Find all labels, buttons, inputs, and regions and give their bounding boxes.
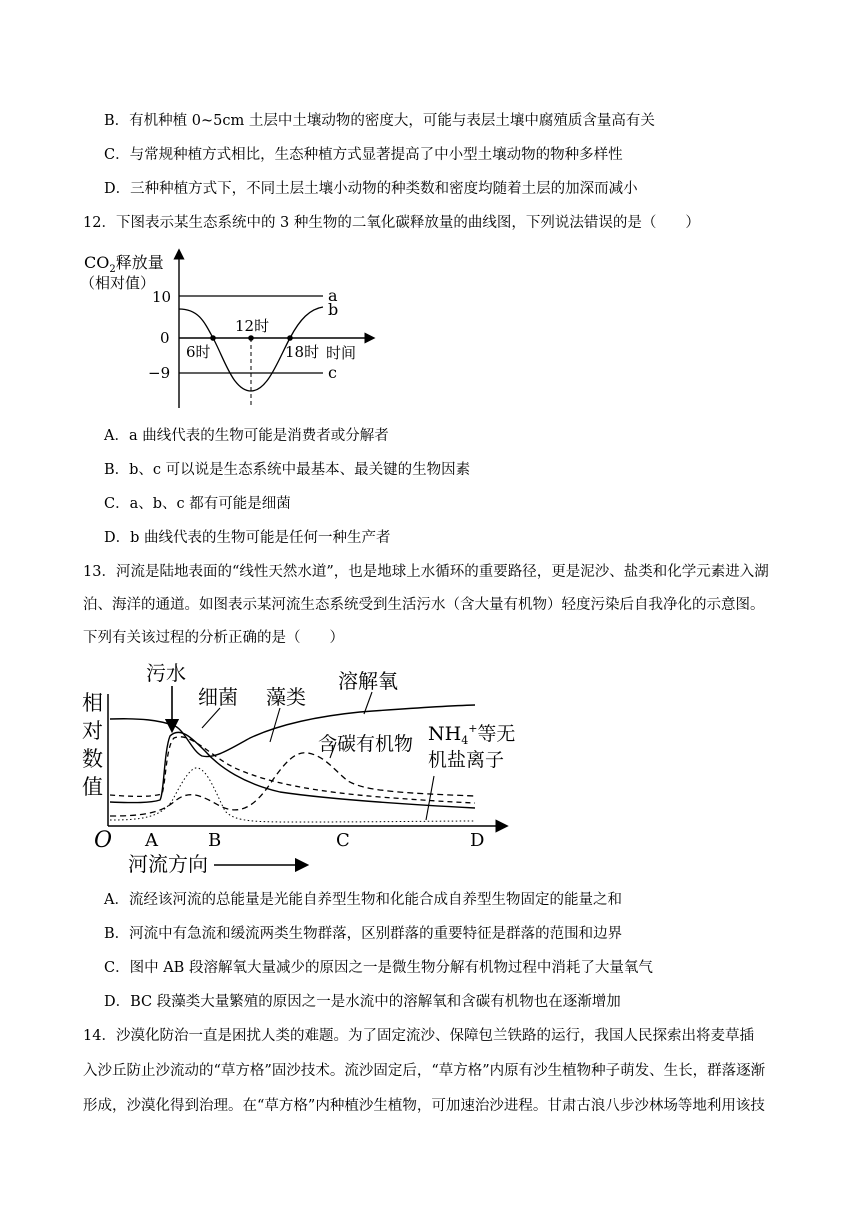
q13-pointer-nh4 — [426, 776, 434, 820]
q12-label-12h: 12时 — [235, 317, 270, 335]
q12-tick-neg9: −9 — [148, 364, 171, 382]
q13-xlabel: 河流方向 — [128, 852, 208, 876]
q12-co2-figure — [80, 246, 380, 416]
q13-option-c: C．图中 AB 段溶解氧大量减少的原因之一是微生物分解有机物过程中消耗了大量氧气 — [104, 960, 653, 976]
q12-label-b: b — [328, 300, 339, 319]
q12-tick-0: 0 — [160, 329, 170, 347]
q13-origin: O — [94, 828, 113, 853]
q13-option-d: D．BC 段藻类大量繁殖的原因之一是水流中的溶解氧和含碳有机物也在逐渐增加 — [104, 994, 621, 1010]
q13-river-figure — [80, 656, 516, 876]
q13-curve-bacteria — [110, 732, 475, 808]
q13-label-salt-ions: 机盐离子 — [428, 749, 505, 771]
q13-curve-nh4 — [110, 768, 475, 822]
q13-pointer-algae — [270, 708, 280, 742]
q13-option-b: B．河流中有急流和缓流两类生物群落，区别群落的重要特征是群落的范围和边界 — [104, 926, 623, 942]
q12-label-a: a — [328, 286, 338, 305]
q12-label-18h: 18时 — [285, 343, 320, 361]
q13-ylabel-1: 相 — [82, 691, 103, 715]
q11-option-c: C．与常规种植方式相比，生态种植方式显著提高了中小型土壤动物的物种多样性 — [104, 147, 623, 163]
q14-line2: 入沙丘防止沙流动的“草方格”固沙技术。流沙固定后，“草方格”内原有沙生植物种子萌发、生长，群落逐渐 — [83, 1063, 766, 1079]
q13-label-nh4: $NH_4^+$等无 — [428, 722, 516, 747]
q13-option-a: A．流经该河流的总能量是光能自养型生物和化能合成自养型生物固定的能量之和 — [104, 892, 622, 908]
q13-ylabel-2: 对 — [82, 719, 103, 743]
q12-ylabel2: （相对值） — [80, 274, 156, 292]
q12-option-d: D．b 曲线代表的生物可能是任何一种生产者 — [104, 530, 391, 546]
q12-option-c: C．a、b、c 都有可能是细菌 — [104, 496, 291, 512]
q13-label-algae: 藻类 — [266, 685, 306, 709]
q12-stem: 12．下图表示某生态系统中的 3 种生物的二氧化碳释放量的曲线图，下列说法错误的是（ ） — [83, 215, 700, 231]
q12-point-18 — [287, 335, 293, 341]
q13-label-oxygen: 溶解氧 — [338, 669, 398, 693]
q13-mark-a: A — [145, 830, 158, 851]
q13-stem-line2: 泊、海洋的通道。如图表示某河流生态系统受到生活污水（含大量有机物）轻度污染后自我净化的示意图。 — [83, 597, 765, 613]
q12-label-6h: 6时 — [186, 343, 211, 361]
q13-curve-oxygen — [110, 705, 475, 757]
q12-point-6 — [210, 335, 216, 341]
q12-point-12 — [248, 335, 254, 341]
q13-mark-b: B — [208, 830, 222, 851]
q13-stem-line3: 下列有关该过程的分析正确的是（ ） — [83, 630, 344, 646]
q13-label-sewage: 污水 — [146, 661, 186, 685]
q12-option-a: A．a 曲线代表的生物可能是消费者或分解者 — [104, 428, 389, 444]
q13-label-organic: 含碳有机物 — [318, 733, 414, 755]
q13-mark-c: C — [336, 830, 350, 851]
q11-option-b: B．有机种植 0~5cm 土层中土壤动物的密度大，可能与表层土壤中腐殖质含量高有关 — [104, 113, 655, 129]
q12-ylabel: $CO_2$释放量 — [84, 253, 164, 275]
q13-ylabel-4: 值 — [82, 775, 103, 799]
q13-label-bacteria: 细菌 — [198, 685, 238, 709]
q14-line1: 14．沙漠化防治一直是困扰人类的难题。为了固定流沙、保障包兰铁路的运行，我国人民探索出将麦草插 — [83, 1028, 754, 1044]
q11-option-d: D．三种种植方式下，不同土层土壤小动物的种类数和密度均随着土层的加深而减小 — [104, 181, 638, 197]
q13-ylabel-3: 数 — [82, 747, 103, 771]
q13-pointer-bacteria — [202, 708, 220, 728]
q13-mark-d: D — [470, 830, 485, 851]
q13-stem-line1: 13．河流是陆地表面的“线性天然水道”，也是地球上水循环的重要路径，更是泥沙、盐类和化学元素进入湖 — [83, 564, 769, 580]
q14-line3: 形成，沙漠化得到治理。在“草方格”内种植沙生植物，可加速治沙进程。甘肃古浪八步沙林场等地利用该技 — [83, 1098, 765, 1114]
q12-tick-10: 10 — [152, 288, 172, 306]
q12-xlabel: 时间 — [326, 344, 357, 362]
q12-option-b: B．b、c 可以说是生态系统中最基本、最关键的生物因素 — [104, 462, 471, 478]
q12-label-c: c — [328, 363, 337, 382]
